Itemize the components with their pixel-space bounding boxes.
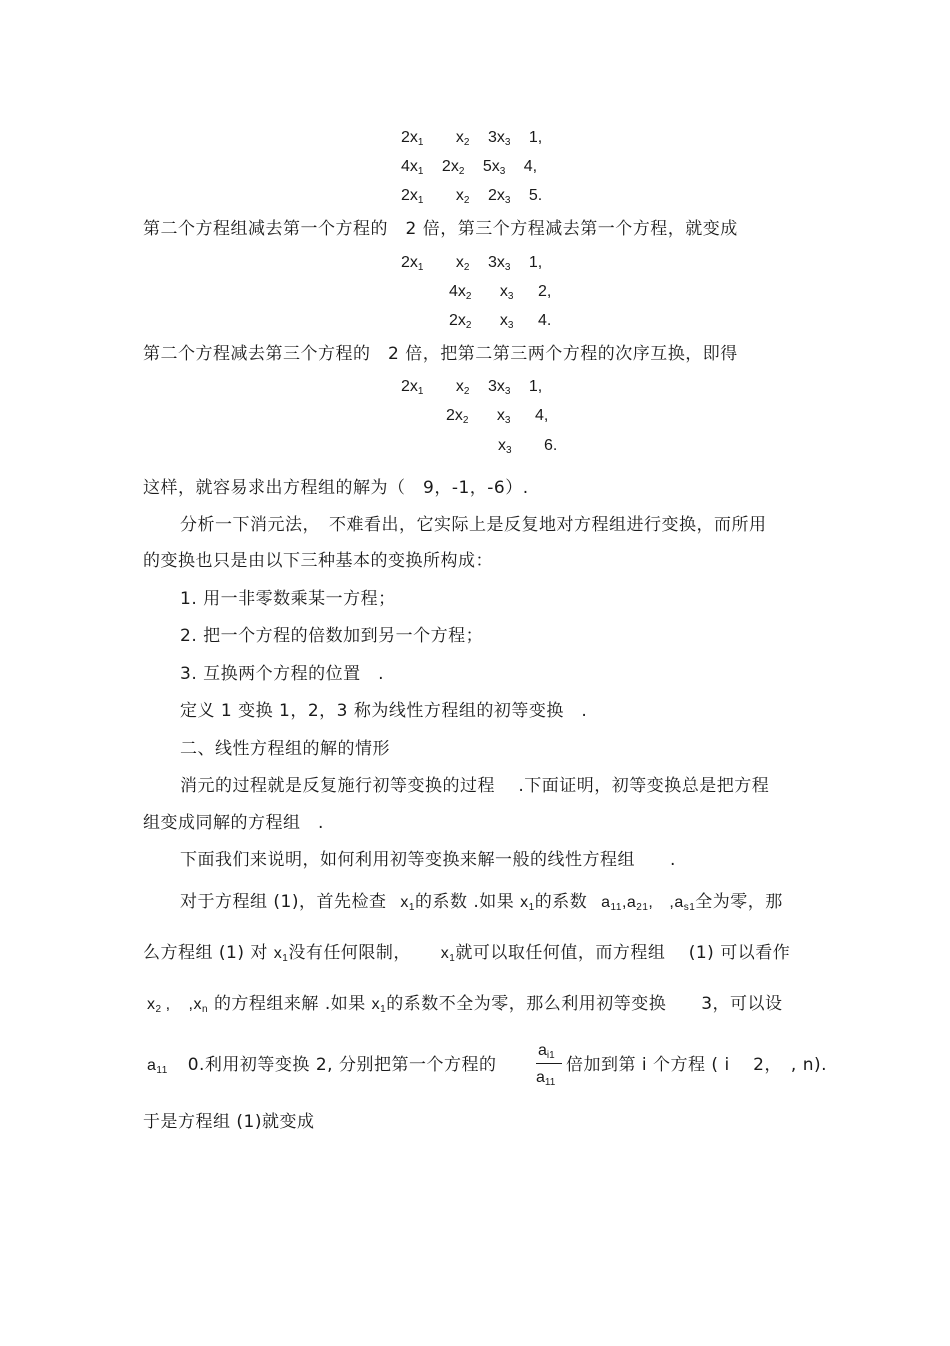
paragraph-4-line2: 的变换也只是由以下三种基本的变换所构成： [143, 551, 493, 571]
subscript: 2 [465, 320, 472, 331]
system1-row2 [401, 157, 537, 182]
text-run: 全为零，那 [695, 892, 783, 912]
subscript: 1 [282, 953, 289, 964]
math-x1 [520, 894, 535, 911]
subscript: n [201, 1004, 209, 1015]
section-heading-2: 二、线性方程组的解的情形 [180, 739, 390, 759]
coef: 5x [482, 158, 500, 175]
var: x [440, 945, 450, 962]
paragraph-7-line1 [180, 891, 783, 918]
system2-row2 [449, 282, 551, 307]
subscript: 1 [449, 953, 456, 964]
coef: 2x [401, 378, 418, 395]
text-run: 么方程组 (1) 对 [143, 943, 268, 963]
fraction-denominator [536, 1068, 555, 1093]
punct: , [669, 894, 675, 911]
subscript: 3 [504, 386, 511, 397]
text-run: 就可以取任何值，而方程组 (1) 可以看作 [455, 943, 791, 963]
rhs: 1, [528, 378, 543, 395]
coef: x [499, 312, 508, 329]
paragraph-7-line4 [147, 1054, 496, 1081]
text-run: 没有任何限制， [288, 943, 411, 963]
coef: x [455, 254, 464, 271]
coef: 2x [487, 187, 505, 204]
subscript: i1 [546, 1050, 555, 1061]
rhs: 4, [523, 158, 538, 175]
paragraph-7-line3 [147, 993, 783, 1020]
rhs: 4. [537, 312, 552, 329]
subscript: 1 [417, 262, 424, 273]
paragraph-5-line1: 消元的过程就是反复施行初等变换的过程 .下面证明，初等变换总是把方程 [180, 776, 770, 796]
coef: 2x [401, 254, 418, 271]
subscript: 3 [504, 137, 511, 148]
coef: x [498, 437, 506, 454]
var: x [371, 996, 381, 1013]
subscript: 3 [504, 415, 511, 426]
subscript: 2 [463, 195, 470, 206]
coef: 4x [449, 283, 466, 300]
coef: 2x [441, 158, 459, 175]
rhs: 5. [528, 187, 543, 204]
text-run: 对于方程组 (1)，首先检查 [180, 892, 387, 912]
system2-row1 [401, 253, 542, 278]
coef: 2x [401, 129, 418, 146]
subscript: 2 [465, 291, 472, 302]
paragraph-6: 下面我们来说明，如何利用初等变换来解一般的线性方程组 . [180, 850, 676, 870]
coef: x [455, 129, 464, 146]
var: x [273, 945, 283, 962]
paragraph-4-line1: 分析一下消元法， 不难看出，它实际上是反复地对方程组进行变换，而所用 [180, 515, 767, 535]
punct: , [621, 894, 627, 911]
coef: 3x [487, 378, 505, 395]
var: a [538, 1042, 547, 1059]
paragraph-3: 这样，就容易求出方程组的解为（ 9，-1，-6）. [143, 478, 529, 498]
var: a [601, 894, 611, 911]
subscript: 1 [380, 1004, 387, 1015]
system2-row3 [449, 311, 551, 336]
math-a-list [601, 894, 695, 911]
subscript: 11 [610, 902, 622, 913]
paragraph-8: 于是方程组 (1)就变成 [143, 1112, 315, 1132]
coef: 4x [401, 158, 418, 175]
coef: 2x [401, 187, 418, 204]
rhs: 2, [537, 283, 552, 300]
math-a11 [147, 1057, 168, 1074]
fraction-bar [536, 1063, 562, 1064]
coef: x [499, 283, 508, 300]
system1-row3 [401, 186, 542, 211]
rhs: 6. [544, 437, 558, 454]
text-run: 的系数不全为零，那么利用初等变换 3，可以设 [386, 994, 783, 1014]
punct: , [188, 996, 194, 1013]
subscript: 1 [528, 902, 535, 913]
math-x2-xn [147, 996, 208, 1013]
list-item-3: 3. 互换两个方程的位置 . [180, 664, 385, 684]
var: x [147, 996, 156, 1013]
math-x1 [400, 894, 415, 911]
list-item-2: 2. 把一个方程的倍数加到另一个方程； [180, 626, 484, 646]
paragraph-7-line4-tail: 倍加到第 i 个方程 ( i 2， , n). [566, 1055, 828, 1075]
rhs: 4, [534, 407, 549, 424]
punct: , [648, 894, 654, 911]
subscript: 1 [417, 195, 424, 206]
list-item-1: 1. 用一非零数乘某一方程； [180, 589, 396, 609]
coef: 2x [446, 407, 463, 424]
subscript: 3 [507, 291, 514, 302]
coef: 3x [487, 129, 505, 146]
system3-row3 [498, 436, 557, 461]
coef: 3x [487, 254, 505, 271]
rhs: 1, [528, 254, 543, 271]
var: x [400, 894, 409, 911]
subscript: 2 [155, 1004, 162, 1015]
subscript: 11 [544, 1077, 556, 1088]
coef: x [455, 187, 464, 204]
paragraph-2: 第二个方程减去第三个方程的 2 倍，把第二第三两个方程的次序互换，即得 [143, 344, 738, 364]
text-run: 的系数 [534, 892, 588, 912]
subscript: 2 [463, 262, 470, 273]
subscript: 3 [506, 445, 512, 456]
coef: x [455, 378, 464, 395]
subscript: 1 [408, 902, 415, 913]
coef: 2x [449, 312, 466, 329]
coef: x [496, 407, 505, 424]
subscript: 3 [507, 320, 514, 331]
subscript: 3 [504, 262, 511, 273]
text-run: 的方程组来解 .如果 [213, 994, 366, 1014]
subscript: 3 [504, 195, 511, 206]
math-x1 [372, 996, 387, 1013]
paragraph-7-line2 [143, 942, 790, 969]
subscript: 2 [463, 137, 470, 148]
var: x [193, 996, 202, 1013]
definition-1: 定义 1 变换 1，2，3 称为线性方程组的初等变换 . [180, 701, 588, 721]
system3-row1 [401, 377, 542, 402]
subscript: 2 [462, 415, 469, 426]
subscript: 2 [463, 386, 470, 397]
subscript: 1 [417, 137, 424, 148]
text-run: 的系数 .如果 [414, 892, 515, 912]
subscript: 1 [417, 166, 424, 177]
var: a [674, 894, 684, 911]
var: a [147, 1057, 157, 1074]
paragraph-1: 第二个方程组减去第一个方程的 2 倍，第三个方程减去第一个方程，就变成 [143, 219, 738, 239]
math-x1 [274, 945, 289, 962]
subscript: 2 [458, 166, 465, 177]
math-x1 [441, 945, 456, 962]
system3-row2 [446, 406, 548, 431]
subscript: 3 [499, 166, 506, 177]
rhs: 1, [528, 129, 543, 146]
subscript: 21 [636, 902, 649, 913]
subscript: 11 [156, 1065, 168, 1076]
punct: , [165, 996, 171, 1013]
var: x [520, 894, 529, 911]
var: a [536, 1069, 545, 1086]
text-run: 0.利用初等变换 2, 分别把第一个方程的 [187, 1055, 497, 1075]
subscript: 1 [417, 386, 424, 397]
system1-row1 [401, 128, 542, 153]
var: a [626, 894, 637, 911]
subscript: s1 [683, 902, 696, 913]
paragraph-5-line2: 组变成同解的方程组 . [143, 813, 324, 833]
